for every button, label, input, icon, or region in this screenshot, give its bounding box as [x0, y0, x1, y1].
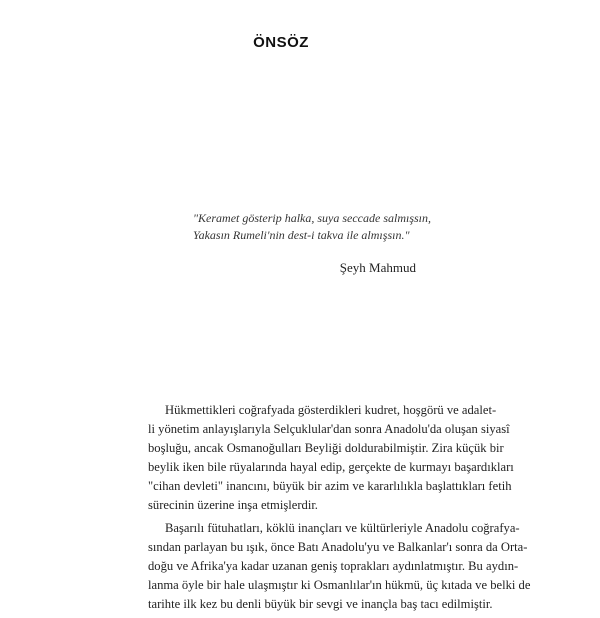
- text-line: "cihan devleti" inancını, büyük bir azim ve kararlılıkla başlattıkları fetih: [148, 479, 512, 493]
- epigraph-author: Şeyh Mahmud: [339, 260, 416, 275]
- text-line: li yönetim anlayışlarıyla Selçuklular'dan sonra Anadolu'da oluşan siyasî: [148, 422, 510, 436]
- text-line: beylik iken bile rüyalarında hayal edip, gerçekte de kurmayı başardıkları: [148, 460, 514, 474]
- text-line: tarihte ilk kez bu denli büyük bir sevgi ve inançla baş tacı edilmiştir.: [148, 597, 493, 611]
- text-line: doğu ve Afrika'ya kadar uzanan geniş toprakları aydınlatmıştır. Bu aydın-: [148, 559, 519, 573]
- text-line: boşluğu, ancak Osmanoğulları Beyliği doldurabilmiştir. Zira küçük bir: [148, 441, 504, 455]
- epigraph-line: "Keramet gösterip halka, suya seccade salmışsın,: [193, 211, 432, 225]
- paragraph: [148, 401, 514, 515]
- text-line: lanma öyle bir hale ulaşmıştır ki Osmanlılar'ın hükmü, üç kıtada ve belki de: [148, 578, 531, 592]
- text-line: Hükmettikleri coğrafyada gösterdikleri kudret, hoşgörü ve adalet-: [165, 403, 497, 417]
- text-line: sürecinin üzerine inşa etmişlerdir.: [148, 498, 318, 512]
- page-title: ÖNSÖZ: [253, 34, 309, 51]
- text-line: Başarılı fütuhatları, köklü inançları ve kültürleriyle Anadolu coğrafya-: [165, 521, 520, 535]
- epigraph: [193, 210, 431, 244]
- body-text: [148, 401, 531, 618]
- text-line: sından parlayan bu ışık, önce Batı Anadolu'yu ve Balkanlar'ı sonra da Orta-: [148, 540, 528, 554]
- epigraph-line: Yakasın Rumeli'nin dest-i takva ile almışsın.": [193, 228, 410, 242]
